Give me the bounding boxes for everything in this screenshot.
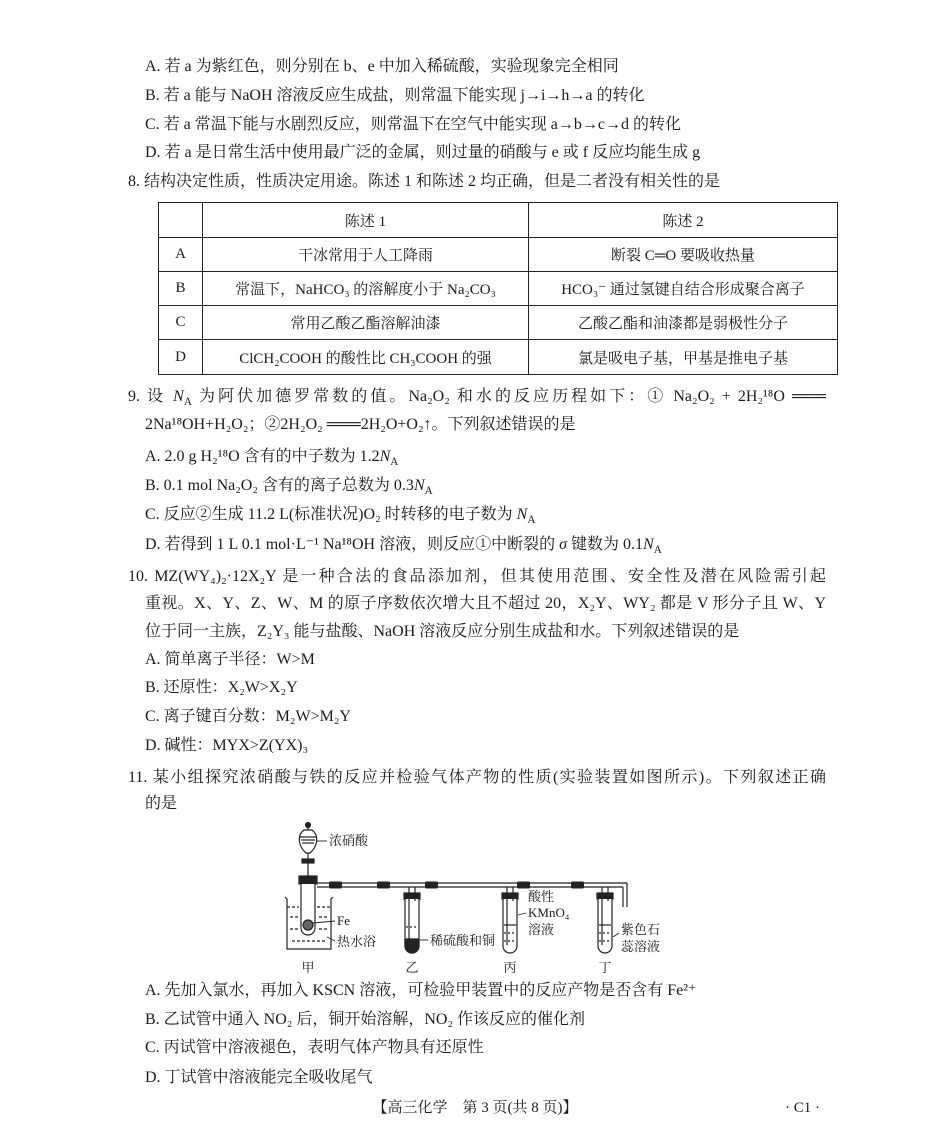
q11-option-c: C. 丙试管中溶液褪色，表明气体产物具有还原性 (145, 1039, 484, 1056)
iron-sample (303, 920, 313, 930)
statement-2-cell: 断裂 C═O 要吸收热量 (529, 238, 838, 272)
test-tube-bing (502, 887, 518, 953)
text-run: D. 若得到 1 L 0.1 mol·L⁻¹ Na¹⁸OH 溶液，则反应①中断裂的 (145, 536, 560, 553)
rubber-connector (329, 882, 342, 889)
statement-1-cell: 常用乙酸乙酯溶解油漆 (203, 306, 529, 340)
water-bath-label: 热水浴 (337, 934, 377, 949)
tube-ding-label-2: 蕊溶液 (621, 939, 661, 954)
apparatus-name-ding: 丁 (598, 960, 612, 975)
q9-option-c (145, 501, 535, 529)
q7-option-d: D. 若 a 是日常生活中使用最广泛的金属，则过量的硝酸与 e 或 f 反应均能生成 g (145, 144, 701, 161)
page-footer-title: 【高三化学 第 3 页(共 8 页)】 (372, 1100, 578, 1116)
row-label: C (159, 306, 203, 340)
text-run: A (527, 513, 536, 526)
q10-option-b: B. 还原性：X₂W>X₂Y (145, 679, 298, 696)
tube-yi-label: 稀硫酸和铜 (430, 933, 496, 948)
text-run: 为阿伏加德罗常数的值。Na₂O₂ 和水的反应历程如下：① Na₂O₂ + 2H₂¹⁸O ═══ (191, 388, 826, 405)
q9-option-a (145, 443, 398, 471)
rubber-connector (377, 882, 390, 889)
text-run: N (643, 536, 654, 553)
table-corner-cell (159, 203, 203, 238)
statement-1-cell: ClCH₂COOH 的酸性比 CH₃COOH 的强 (203, 340, 529, 375)
q11-stem-line-1: 11. 某小组探究浓硝酸与铁的反应并检验气体产物的性质(实验装置如图所示)。下列叙述正确 (128, 769, 826, 786)
q10-stem-line-2: 重视。X、Y、Z、W、M 的原子序数依次增大且不超过 20，X₂Y、WY₂ 都是 V 形分子且 W、Y (145, 595, 826, 612)
table-row (159, 340, 838, 375)
tube-ding-label-1: 紫色石 (621, 922, 661, 937)
header-statement-2: 陈述 2 (529, 203, 838, 238)
apparatus-name-yi: 乙 (405, 960, 419, 975)
apparatus-name-bing: 丙 (503, 960, 517, 975)
q11-option-d: D. 丁试管中溶液能完全吸收尾气 (145, 1069, 373, 1086)
q8-statement-table (158, 202, 838, 375)
page-footer-code: · C1 · (785, 1100, 820, 1116)
q9-stem-line-1 (128, 383, 826, 411)
q7-option-b: B. 若 a 能与 NaOH 溶液反应生成盐，则常温下能实现 j→i→h→a 的转化 (145, 87, 645, 104)
text-run: A (390, 455, 399, 468)
text-run: A (653, 543, 662, 556)
text-run: 9. 设 (128, 388, 174, 405)
table-row (159, 272, 838, 306)
row-label: A (159, 238, 203, 272)
funnel-label: 浓硝酸 (329, 833, 369, 848)
statement-2-cell: 氯是吸电子基，甲基是推电子基 (529, 340, 838, 375)
text-run: B. 0.1 mol Na₂O₂ 含有的离子总数为 0.3 (145, 477, 414, 494)
q10-stem-line-1: 10. MZ(WY₄)₂·12X₂Y 是一种合法的食品添加剂，但其使用范围、安全性及潜在风险需引起 (128, 568, 826, 585)
row-label: D (159, 340, 203, 375)
statement-2-cell: 乙酸乙酯和油漆都是弱极性分子 (529, 306, 838, 340)
q9-option-b (145, 472, 433, 500)
text-run: A (183, 395, 192, 408)
q9-option-d (145, 531, 662, 559)
text-run: σ (559, 536, 568, 553)
q7-option-a: A. 若 a 为紫红色，则分别在 b、e 中加入稀硫酸，实验现象完全相同 (145, 58, 619, 75)
q9-stem-line-2 (145, 411, 576, 439)
row-label: B (159, 272, 203, 306)
test-tube-ding (597, 887, 613, 953)
statement-1-cell: 常温下，NaHCO₃ 的溶解度小于 Na₂CO₃ (203, 272, 529, 306)
text-run: N (413, 477, 425, 494)
q10-option-d: D. 碱性：MYX>Z(YX)₃ (145, 737, 309, 754)
text-run: N (173, 388, 184, 405)
header-statement-1: 陈述 1 (203, 203, 529, 238)
tube-bing-label-3: 溶液 (528, 922, 555, 937)
apparatus-diagram (265, 815, 665, 980)
table-header-row (159, 203, 838, 238)
tube-bing-label-2: KMnO₄ (528, 905, 570, 920)
tube-bing-label-1: 酸性 (528, 889, 555, 904)
label-leader-lines (313, 841, 619, 941)
q8-stem: 8. 结构决定性质，性质决定用途。陈述 1 和陈述 2 均正确，但是二者没有相关性的是 (128, 173, 721, 190)
q10-stem-line-3: 位于同一主族，Z₂Y₃ 能与盐酸、NaOH 溶液反应分别生成盐和水。下列叙述错误的是 (145, 623, 740, 640)
q11-option-a: A. 先加入氯水，再加入 KSCN 溶液，可检验甲装置中的反应产物是否含有 Fe²⁺ (145, 982, 697, 999)
rubber-connector (571, 882, 584, 889)
text-run: N (379, 448, 391, 465)
reaction-tube (299, 876, 317, 935)
statement-1-cell: 干冰常用于人工降雨 (203, 238, 529, 272)
q10-option-c: C. 离子键百分数：M₂W>M₂Y (145, 708, 351, 725)
apparatus-name-jia: 甲 (301, 960, 315, 975)
text-run: A. 2.0 g H₂¹⁸O 含有的中子数为 1.2 (145, 448, 380, 465)
q7-option-c: C. 若 a 常温下能与水剧烈反应，则常温下在空气中能实现 a→b→c→d 的转化 (145, 116, 681, 133)
text-run: N (516, 506, 528, 523)
text-run: A (424, 484, 433, 497)
test-tube-yi (404, 887, 420, 953)
q11-option-b: B. 乙试管中通入 NO₂ 后，铜开始溶解，NO₂ 作该反应的催化剂 (145, 1011, 586, 1028)
iron-label: Fe (337, 913, 350, 928)
q10-option-a: A. 简单离子半径：W>M (145, 651, 315, 668)
text-run: C. 反应②生成 11.2 L(标准状况)O₂ 时转移的电子数为 (145, 506, 517, 523)
statement-2-cell: HCO₃⁻ 通过氢键自结合形成聚合离子 (529, 272, 838, 306)
rubber-connector (517, 882, 530, 889)
text-run: 键数为 0.1 (567, 536, 644, 553)
q11-stem-line-2: 的是 (145, 795, 178, 812)
table-row (159, 238, 838, 272)
rubber-connector (425, 882, 438, 889)
table-row (159, 306, 838, 340)
text-run: 2Na¹⁸OH+H₂O₂；②2H₂O₂ ═══2H₂O+O₂↑。下列叙述错误的是 (145, 416, 576, 433)
